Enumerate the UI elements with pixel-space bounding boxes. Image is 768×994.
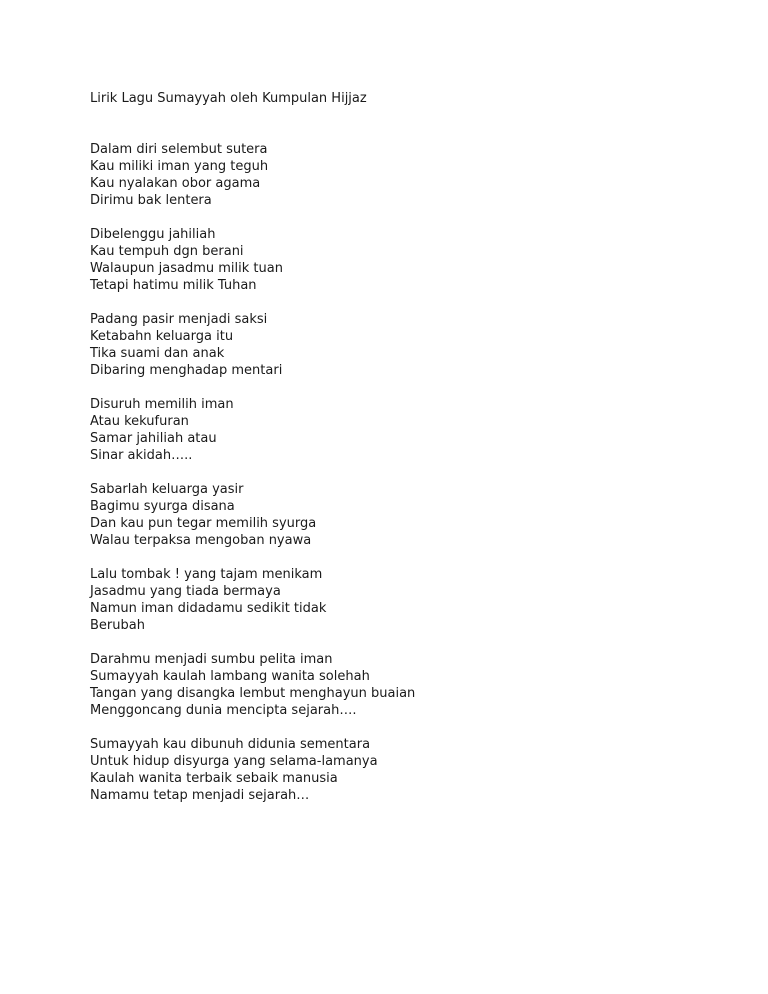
lyric-line: Dibaring menghadap mentari — [90, 363, 283, 378]
lyric-line: Padang pasir menjadi saksi — [90, 312, 268, 327]
stanza — [90, 566, 730, 634]
stanza — [90, 311, 730, 379]
lyric-line: Sinar akidah….. — [90, 448, 193, 463]
lyric-line: Menggoncang dunia mencipta sejarah…. — [90, 703, 357, 718]
lyric-line: Dan kau pun tegar memilih syurga — [90, 516, 317, 531]
stanza — [90, 651, 730, 719]
lyric-line: Ketabahn keluarga itu — [90, 329, 234, 344]
lyric-line: Kau nyalakan obor agama — [90, 176, 261, 191]
stanza — [90, 736, 730, 804]
lyric-line: Walau terpaksa mengoban nyawa — [90, 533, 312, 548]
lyric-line: Darahmu menjadi sumbu pelita iman — [90, 652, 333, 667]
lyric-line: Dirimu bak lentera — [90, 193, 212, 208]
lyric-line: Lalu tombak ! yang tajam menikam — [90, 567, 323, 582]
lyric-line: Dalam diri selembut sutera — [90, 142, 268, 157]
lyric-line: Samar jahiliah atau — [90, 431, 217, 446]
lyric-line: Walaupun jasadmu milik tuan — [90, 261, 283, 276]
stanza — [90, 481, 730, 549]
lyric-line: Disuruh memilih iman — [90, 397, 234, 412]
stanza — [90, 141, 730, 209]
lyric-line: Atau kekufuran — [90, 414, 189, 429]
lyric-line: Namun iman didadamu sedikit tidak — [90, 601, 327, 616]
lyric-line: Jasadmu yang tiada bermaya — [90, 584, 281, 599]
lyric-line: Untuk hidup disyurga yang selama-lamanya — [90, 754, 378, 769]
stanza — [90, 396, 730, 464]
lyric-line: Sumayyah kaulah lambang wanita solehah — [90, 669, 370, 684]
lyric-line: Sumayyah kau dibunuh didunia sementara — [90, 737, 371, 752]
lyric-line: Tika suami dan anak — [90, 346, 225, 361]
stanza — [90, 226, 730, 294]
lyric-line: Berubah — [90, 618, 145, 633]
lyric-line: Tangan yang disangka lembut menghayun buaian — [90, 686, 416, 701]
lyric-line: Namamu tetap menjadi sejarah… — [90, 788, 310, 803]
lyric-line: Kau miliki iman yang teguh — [90, 159, 269, 174]
lyric-line: Bagimu syurga disana — [90, 499, 235, 514]
lyric-line: Tetapi hatimu milik Tuhan — [90, 278, 257, 293]
lyric-line: Dibelenggu jahiliah — [90, 227, 216, 242]
lyric-line: Kau tempuh dgn berani — [90, 244, 244, 259]
lyric-line: Sabarlah keluarga yasir — [90, 482, 244, 497]
document-title: Lirik Lagu Sumayyah oleh Kumpulan Hijjaz — [90, 91, 367, 106]
lyric-line: Kaulah wanita terbaik sebaik manusia — [90, 771, 338, 786]
document-page — [90, 90, 730, 821]
